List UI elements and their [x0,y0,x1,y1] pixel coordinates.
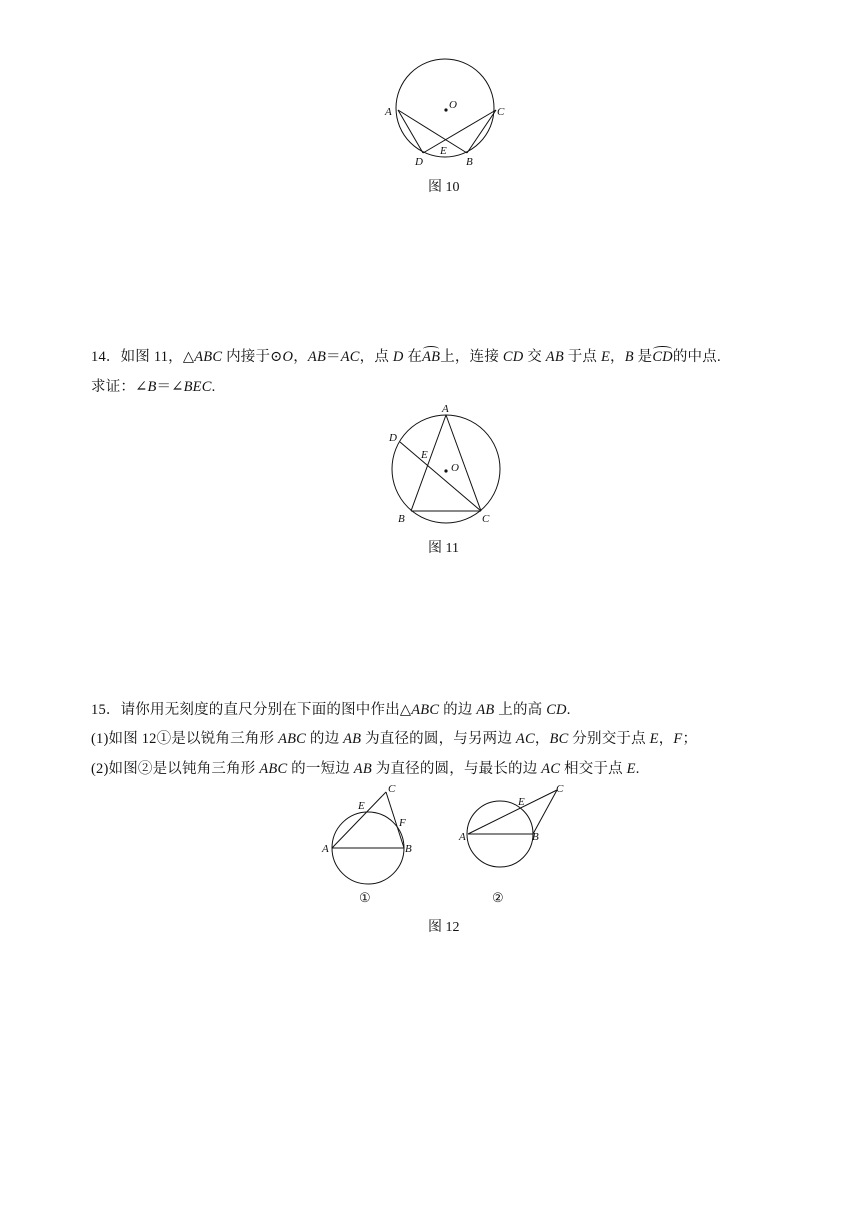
q15-line-3 [91,757,640,778]
q14-text: 交 [523,349,546,365]
q15-text: (2)如图②是以钝角三角形 [91,761,260,777]
q14-line-2 [91,375,215,396]
q14-var-b: B [624,349,634,365]
fig11-label-o: O [451,462,459,474]
q15-var-f: F [673,731,683,747]
q15-text: 为直径的圆，与最长的边 [371,761,542,777]
fig12-caption: 图 12 [428,920,460,935]
q15-text: 的边 [439,702,477,718]
q15-text: ， [658,731,674,747]
q14-text: ， [293,349,308,365]
q15-var-ab: AB [353,761,372,777]
fig11-label-e: E [421,449,428,461]
figure-12-2 [456,778,574,906]
fig12b-label-e: E [518,796,525,808]
q15-text: (1)如图 12①是以锐角三角形 [91,731,279,747]
q15-text: . [635,761,640,777]
q14-arc-cd: CD [652,349,673,365]
fig11-label-c: C [482,513,490,525]
q14-text: 上，连接 [440,349,503,365]
fig11-label-a: A [442,403,449,415]
q14-text: 在 [403,349,423,365]
fig10-center-dot [444,108,447,111]
fig11-caption: 图 11 [428,541,459,556]
fig10-label-a: A [385,106,392,118]
fig10-label-b: B [466,156,473,168]
fig12b-label-b: B [532,831,539,843]
fig10-label-c: C [497,106,505,118]
q14-var-bec: BEC [183,379,212,395]
q15-line-1 [91,698,571,719]
fig10-label-o: O [449,99,457,111]
q14-arc-ab: AB [422,349,441,365]
q14-text: . [211,379,216,395]
q14-var-ac: AC [340,349,360,365]
q14-text: 于点 [563,349,601,365]
fig12b-label-a: A [459,831,466,843]
fig12b-label-c: C [556,783,564,795]
fig11-label-b: B [398,513,405,525]
fig12a-label-e: E [358,800,365,812]
fig10-caption: 图 10 [428,180,460,195]
q14-text: ， [610,349,625,365]
q15-var-cd: CD [546,702,567,718]
q14-text: 的中点. [672,349,721,365]
fig12b-marker: ② [492,890,504,905]
fig11-circle [392,415,500,523]
fig10-line-c-d [423,110,496,153]
q14-text: 14．如图 11，△ [91,349,195,365]
fig10-label-e: E [440,145,447,157]
q14-line-1 [91,345,721,366]
q14-text: ＝ [326,349,341,365]
fig11-line-a-b [411,415,446,511]
q15-text: ； [682,731,698,747]
q15-text: 上的高 [494,702,547,718]
q14-text: 是 [633,349,653,365]
q14-var-o: O [282,349,294,365]
fig12a-label-b: B [405,843,412,855]
q14-var-ab: AB [545,349,564,365]
fig10-line-c-b [467,110,496,153]
q14-var-b: B [147,379,157,395]
fig12a-label-f: F [399,817,406,829]
q14-var-abc: ABC [194,349,223,365]
q15-text: 的一短边 [287,761,354,777]
q14-var-ab: AB [307,349,327,365]
q15-var-ac: AC [541,761,561,777]
q15-var-ab: AB [343,731,362,747]
q14-text: ，点 [359,349,393,365]
q15-text: 15．请你用无刻度的直尺分别在下面的图中作出△ [91,702,412,718]
fig10-line-a-b [398,110,467,153]
q15-var-ab: AB [476,702,495,718]
q14-var-cd: CD [502,349,524,365]
q15-var-abc: ABC [411,702,440,718]
q14-text: 内接于⊙ [222,349,283,365]
q15-text: . [566,702,571,718]
q15-text: 相交于点 [560,761,627,777]
q15-text: 为直径的圆，与另两边 [361,731,516,747]
fig11-center-dot [444,469,447,472]
q15-text: ， [534,731,550,747]
fig12b-line-b-c [533,790,557,834]
q14-var-e: E [600,349,611,365]
q15-var-abc: ABC [259,761,288,777]
q15-var-e: E [626,761,636,777]
figure-12-1 [318,778,428,906]
q15-var-e: E [649,731,659,747]
figure-11 [378,398,508,526]
fig12a-marker: ① [359,890,371,905]
q15-line-2 [91,727,697,748]
q15-text: 分别交于点 [568,731,650,747]
fig11-label-d: D [389,432,397,444]
q15-var-bc: BC [549,731,569,747]
q14-text: 求证：∠ [91,379,148,395]
q14-text: ＝∠ [156,379,184,395]
q14-var-d: D [392,349,404,365]
q15-var-ac: AC [515,731,535,747]
q15-text: 的边 [306,731,344,747]
q15-var-abc: ABC [278,731,307,747]
fig10-label-d: D [415,156,423,168]
figure-10 [380,58,510,170]
fig12a-label-c: C [388,783,396,795]
fig12a-label-a: A [322,843,329,855]
fig10-circle [396,59,494,157]
fig12b-line-a-c [468,790,557,834]
